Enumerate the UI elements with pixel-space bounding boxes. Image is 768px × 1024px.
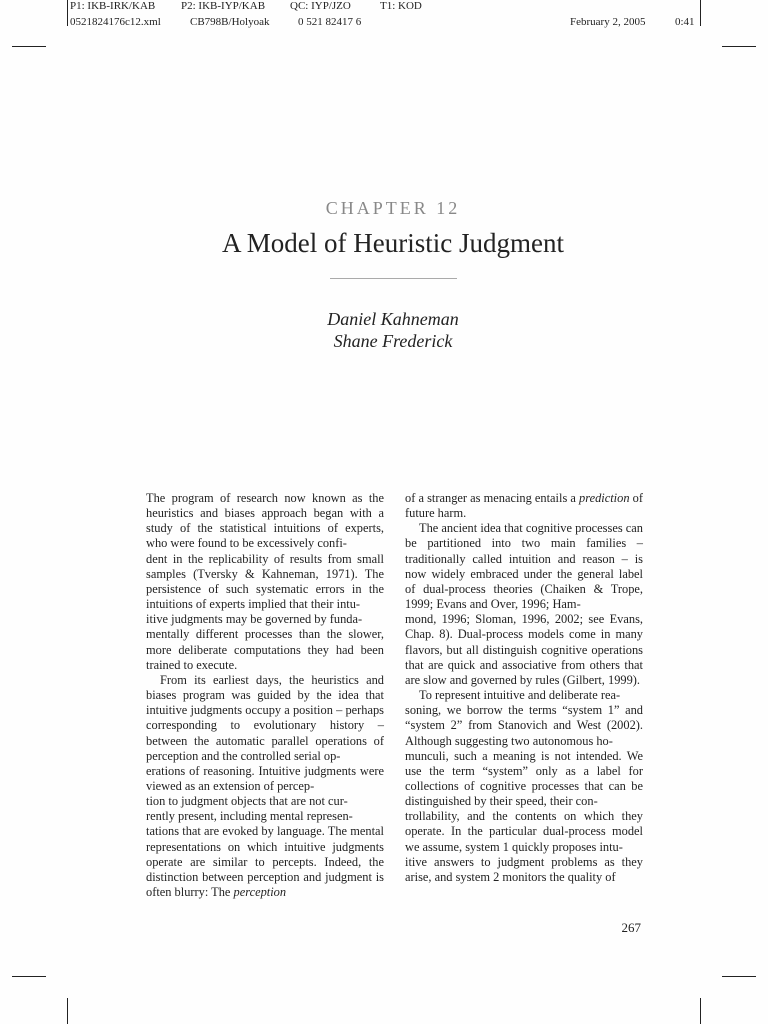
author-2: Shane Frederick: [333, 331, 453, 351]
header-isbn: 0 521 82417 6: [298, 16, 362, 28]
header-p2: P2: IKB-IYP/KAB: [181, 0, 266, 12]
body-paragraph: To represent intuitive and deliberate rea- soning, we borrow the terms “system 1” and “system 2” from Stanovich and West (2002). Although suggesting two autonomous ho- munculi, such a meaning is not intended. We use the term “system” only as a label for collections of cognitive processes that can be distinguished by their speed, their con- trollability, and the contents on which they operate. In the particular dual-process model we assume, system 1 quickly proposes intu- itive answers to judgment problems as they arise, and system 2 monitors the quality of: [405, 688, 643, 884]
crop-mark-top-left-vertical: [67, 0, 68, 26]
chapter-title: A Model of Heuristic Judgment: [222, 228, 564, 258]
header-p1: P1: IKB-IRK/KAB: [70, 0, 156, 12]
body-column-right: [405, 491, 643, 885]
production-header-row-2: [70, 16, 361, 29]
crop-mark-top-left-horizontal: [12, 46, 46, 47]
header-time: 0:41: [675, 16, 695, 28]
crop-mark-top-right-vertical: [700, 0, 701, 26]
body-paragraph: of a stranger as menacing entails a prediction of future harm.: [405, 491, 643, 521]
header-file: 0521824176c12.xml: [70, 16, 161, 28]
body-paragraph: The program of research now known as the heuristics and biases approach began with a study of the statistical intuitions of experts, who were found to be excessively confi- dent in the replicability of results from small samples (Tversky & Kahneman, 1971). The persistence of such systematic errors in the intuitions of experts implied that their intu- itive judgments may be governed by funda- mentally different processes than the slower, more deliberate computations they had been trained to execute.: [146, 491, 384, 672]
crop-mark-bottom-right-horizontal: [722, 976, 756, 977]
header-date: February 2, 2005: [570, 16, 646, 28]
chapter-label: CHAPTER 12: [325, 198, 461, 218]
crop-mark-bottom-left-vertical: [67, 998, 68, 1024]
header-code: CB798B/Holyoak: [190, 16, 270, 28]
crop-mark-bottom-right-vertical: [700, 998, 701, 1024]
body-column-left: [146, 491, 384, 900]
body-paragraph: From its earliest days, the heuristics and biases program was guided by the idea that intuitive judgments occupy a position – perhaps corresponding to evolutionary history – between the automatic parallel operations of perception and the controlled serial op- erations of reasoning. Intuitive judgments were viewed as an extension of percep- tion to judgment objects that are not cur- rently present, including mental represen- tations that are evoked by language. The mental representations on which intuitive judgments operate are similar to percepts. Indeed, the distinction between perception and judgment is often blurry: The perception: [146, 672, 384, 900]
production-header-row-1: [70, 0, 422, 13]
header-t1: T1: KOD: [380, 0, 422, 12]
crop-mark-bottom-left-horizontal: [12, 976, 46, 977]
title-rule: [330, 278, 457, 279]
author-1: Daniel Kahneman: [327, 309, 459, 329]
crop-mark-top-right-horizontal: [722, 46, 756, 47]
body-paragraph: The ancient idea that cognitive processes can be partitioned into two main families – traditionally called intuition and reason – is now widely embraced under the general label of dual-process theories (Chaiken & Trope, 1999; Evans and Over, 1996; Ham- mond, 1996; Sloman, 1996, 2002; see Evans, Chap. 8). Dual-process models come in many flavors, but all distinguish cognitive operations that are quick and associative from others that are slow and governed by rules (Gilbert, 1999).: [405, 521, 643, 687]
header-qc: QC: IYP/JZO: [290, 0, 351, 12]
page-number: 267: [621, 920, 641, 935]
